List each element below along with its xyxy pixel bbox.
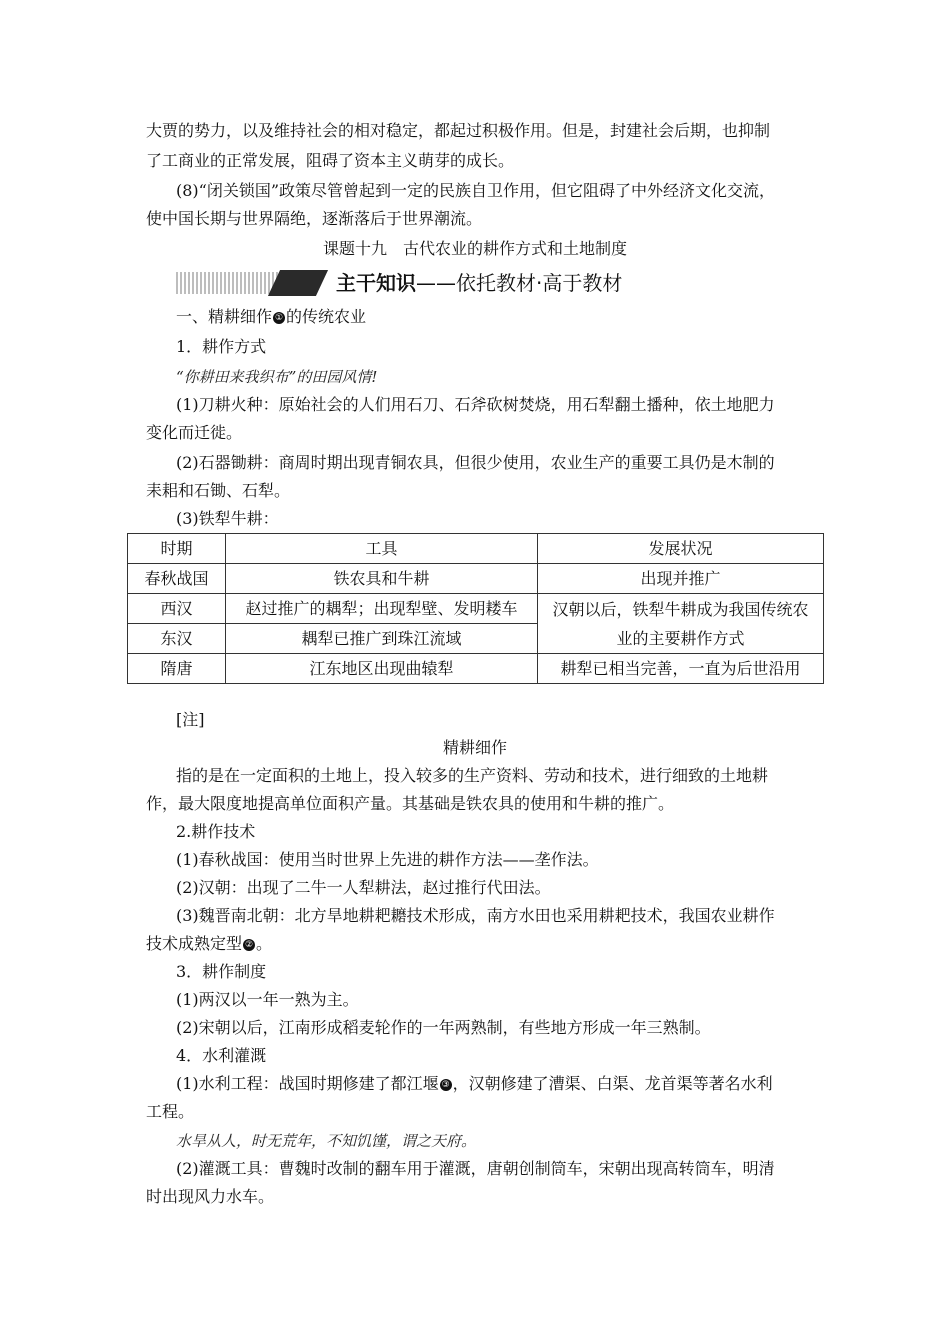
- table-cell: 江东地区出现曲辕犁: [226, 654, 538, 684]
- table-cell: 春秋战国: [128, 564, 226, 594]
- table-cell-merged: [538, 594, 824, 654]
- table-cell: 铁农具和牛耕: [226, 564, 538, 594]
- list-item: 耒耜和石锄、石犁。: [146, 481, 291, 500]
- banner-slant-decoration: [268, 270, 328, 296]
- subsection-heading: 4．水利灌溉: [176, 1046, 267, 1065]
- list-item: 时出现风力水车。: [146, 1187, 275, 1206]
- list-item: (1)刀耕火种：原始社会的人们用石刀、石斧砍树焚烧，用石犁翻土播种，依土地肥力: [176, 395, 775, 414]
- note-title: 精耕细作: [442, 738, 507, 757]
- table-row: [128, 564, 824, 594]
- list-item: (1)两汉以一年一熟为主。: [176, 990, 359, 1009]
- table-header-row: [128, 534, 824, 564]
- lesson-title: 课题十九 古代农业的耕作方式和土地制度: [322, 239, 627, 258]
- table-cell: 赵过推广的耦犁；出现犁壁、发明耧车: [226, 594, 538, 624]
- heading-text: 一、精耕细作: [176, 307, 273, 326]
- list-item-text: 。: [256, 934, 273, 953]
- paragraph-line: (8)“闭关锁国”政策尽管曾起到一定的民族自卫作用，但它阻碍了中外经济文化交流，: [176, 181, 776, 200]
- list-item: 工程。: [146, 1102, 195, 1121]
- table-header-cell: 发展状况: [538, 534, 824, 564]
- list-item: (3)铁犁牛耕：: [176, 509, 279, 528]
- table-cell-line: 汉朝以后，铁犁牛耕成为我国传统农: [552, 599, 809, 619]
- list-item: (2)石器锄耕：商周时期出现青铜农具，但很少使用，农业生产的重要工具仍是木制的: [176, 453, 775, 472]
- table-header-cell: 时期: [128, 534, 226, 564]
- list-item: (2)灌溉工具：曹魏时改制的翻车用于灌溉，唐朝创制筒车，宋朝出现高转筒车，明清: [176, 1159, 775, 1178]
- table-row: [128, 594, 824, 624]
- handwritten-note: 水旱从人，时无荒年，不知饥馑，谓之天府。: [176, 1132, 477, 1150]
- table-cell: 西汉: [128, 594, 226, 624]
- note-body: 指的是在一定面积的土地上，投入较多的生产资料、劳动和技术，进行细致的土地耕: [176, 766, 769, 785]
- plough-development-table: [127, 533, 824, 684]
- list-item-text: 技术成熟定型: [146, 934, 243, 953]
- handwritten-note: “你耕田来我织布”的田园风情!: [176, 368, 378, 386]
- section-banner: [176, 268, 676, 298]
- heading-text: 的传统农业: [286, 307, 367, 326]
- table-cell-line: 业的主要耕作方式: [616, 628, 745, 648]
- list-item: [146, 931, 272, 957]
- paragraph-line: 使中国长期与世界隔绝，逐渐落后于世界潮流。: [146, 209, 483, 228]
- list-item: (3)魏晋南北朝：北方旱地耕耙耱技术形成，南方水田也采用耕耙技术，我国农业耕作: [176, 906, 775, 925]
- subsection-heading: 1．耕作方式: [176, 337, 267, 356]
- list-item-text: (1)水利工程：战国时期修建了都江堰: [176, 1074, 439, 1093]
- table-cell: 耕犁已相当完善，一直为后世沿用: [538, 654, 824, 684]
- paragraph-line: 了工商业的正常发展，阻碍了资本主义萌芽的成长。: [146, 151, 515, 170]
- list-item: [176, 1071, 773, 1097]
- list-item: 变化而迁徙。: [146, 423, 243, 442]
- note-body: 作，最大限度地提高单位面积产量。其基础是铁农具的使用和牛耕的推广。: [146, 794, 675, 813]
- list-item-text: ，汉朝修建了漕渠、白渠、龙首渠等著名水利: [452, 1074, 773, 1093]
- list-item: (2)汉朝：出现了二牛一人犁耕法，赵过推行代田法。: [176, 878, 551, 897]
- note-marker-icon: ②: [244, 940, 254, 950]
- note-label: [注]: [176, 710, 205, 729]
- note-marker-icon: ③: [441, 1080, 450, 1090]
- paragraph-line: 大贾的势力，以及维持社会的相对稳定，都起过积极作用。但是，封建社会后期，也抑制: [146, 121, 771, 140]
- section-heading: [176, 304, 366, 330]
- table-row: [128, 654, 824, 684]
- banner-main: 主干知识: [336, 271, 416, 295]
- list-item: (1)春秋战国：使用当时世界上先进的耕作方法——垄作法。: [176, 850, 599, 869]
- banner-title: [336, 268, 622, 298]
- subsection-heading: 3．耕作制度: [176, 962, 267, 981]
- note-marker-icon: ①: [274, 313, 284, 323]
- list-item: (2)宋朝以后，江南形成稻麦轮作的一年两熟制，有些地方形成一年三熟制。: [176, 1018, 711, 1037]
- table-cell: 隋唐: [128, 654, 226, 684]
- table-cell: 东汉: [128, 624, 226, 654]
- table-header-cell: 工具: [226, 534, 538, 564]
- banner-subtitle: ——依托教材·高于教材: [416, 271, 623, 295]
- table-cell: 耦犁已推广到珠江流域: [226, 624, 538, 654]
- table-cell: 出现并推广: [538, 564, 824, 594]
- subsection-heading: 2.耕作技术: [176, 822, 256, 841]
